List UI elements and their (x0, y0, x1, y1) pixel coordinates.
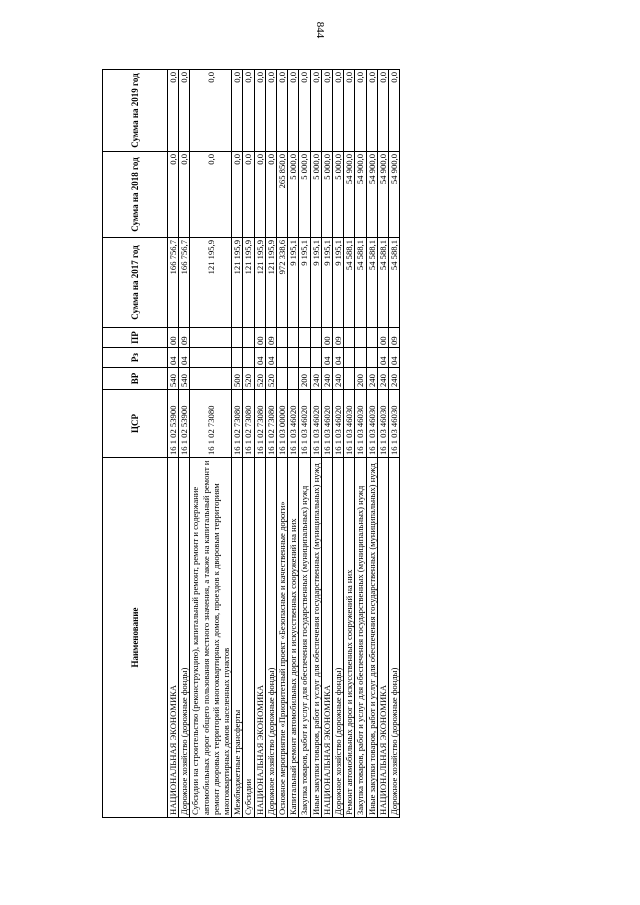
row-pr (243, 328, 254, 348)
row-vr: 520 (243, 368, 254, 390)
row-pr (277, 328, 288, 348)
header-sum-2019: Сумма на 2019 год (103, 70, 168, 152)
row-csr: 16 1 03 00000 (277, 390, 288, 458)
row-csr: 16 1 03 46030 (366, 390, 377, 458)
row-name: Закупка товаров, работ и услуг для обеспечения государственных (муниципальных) нужд (299, 458, 310, 818)
row-vr: 240 (377, 368, 388, 390)
row-sum-2019: 0,0 (299, 70, 310, 152)
row-pr (190, 328, 232, 348)
row-name: НАЦИОНАЛЬНАЯ ЭКОНОМИКА (321, 458, 332, 818)
row-rz (310, 348, 321, 368)
row-sum-2017: 54 588,1 (377, 238, 388, 328)
row-csr: 16 1 03 46020 (321, 390, 332, 458)
row-csr: 16 1 03 46020 (333, 390, 344, 458)
row-sum-2017: 9 195,1 (288, 238, 299, 328)
row-vr: 240 (389, 368, 400, 390)
row-csr: 16 1 02 53900 (168, 390, 179, 458)
row-vr: 240 (366, 368, 377, 390)
row-sum-2018: 0,0 (179, 152, 190, 238)
row-sum-2017: 121 195,9 (232, 238, 243, 328)
table-row (243, 70, 254, 818)
row-pr: 09 (389, 328, 400, 348)
row-csr: 16 1 03 46030 (344, 390, 355, 458)
header-vr: ВР (103, 368, 168, 390)
page-number: 844 (314, 21, 326, 39)
row-name: Дорожное хозяйство (дорожные фонды) (333, 458, 344, 818)
row-vr: 240 (333, 368, 344, 390)
row-rz (243, 348, 254, 368)
row-csr: 16 1 02 73080 (232, 390, 243, 458)
table-row (366, 70, 377, 818)
row-sum-2018: 0,0 (243, 152, 254, 238)
row-sum-2018: 0,0 (254, 152, 265, 238)
row-name: Межбюджетные трансферты (232, 458, 243, 818)
rotated-table-container (102, 70, 561, 818)
row-sum-2017: 9 195,1 (321, 238, 332, 328)
row-name: Закупка товаров, работ и услуг для обеспечения государственных (муниципальных) нужд (355, 458, 366, 818)
row-rz: 04 (389, 348, 400, 368)
row-rz (277, 348, 288, 368)
table-row (389, 70, 400, 818)
row-vr (288, 368, 299, 390)
table-row (179, 70, 190, 818)
table-body (168, 70, 400, 818)
header-sum-2017: Сумма на 2017 год (103, 238, 168, 328)
row-csr: 16 1 03 46030 (389, 390, 400, 458)
row-sum-2017: 54 588,1 (355, 238, 366, 328)
header-csr: ЦСР (103, 390, 168, 458)
row-sum-2019: 0,0 (355, 70, 366, 152)
row-rz: 04 (254, 348, 265, 368)
row-pr (288, 328, 299, 348)
row-rz: 04 (179, 348, 190, 368)
row-vr (277, 368, 288, 390)
row-name: НАЦИОНАЛЬНАЯ ЭКОНОМИКА (168, 458, 179, 818)
row-pr (299, 328, 310, 348)
table-row (310, 70, 321, 818)
row-sum-2017: 121 195,9 (254, 238, 265, 328)
table-row (265, 70, 276, 818)
row-vr: 540 (179, 368, 190, 390)
budget-table (102, 69, 400, 818)
row-pr: 09 (333, 328, 344, 348)
row-sum-2018: 54 900,0 (344, 152, 355, 238)
row-sum-2018: 5 000,0 (288, 152, 299, 238)
row-sum-2019: 0,0 (179, 70, 190, 152)
row-vr: 240 (321, 368, 332, 390)
row-name: Основное мероприятие «Приоритетный проект «Безопасные и качественные дороги» (277, 458, 288, 818)
row-sum-2017: 166 756,7 (179, 238, 190, 328)
row-name: Ремонт автомобильных дорог и искусственных сооружений на них (344, 458, 355, 818)
row-sum-2018: 0,0 (168, 152, 179, 238)
row-sum-2018: 54 900,0 (355, 152, 366, 238)
row-sum-2019: 0,0 (254, 70, 265, 152)
row-pr (232, 328, 243, 348)
table-row (299, 70, 310, 818)
row-vr (190, 368, 232, 390)
row-sum-2019: 0,0 (310, 70, 321, 152)
row-sum-2018: 54 900,0 (389, 152, 400, 238)
row-sum-2018: 0,0 (232, 152, 243, 238)
table-row (254, 70, 265, 818)
row-csr: 16 1 03 46020 (310, 390, 321, 458)
row-csr: 16 1 02 73080 (190, 390, 232, 458)
row-sum-2017: 9 195,1 (310, 238, 321, 328)
row-pr: 00 (168, 328, 179, 348)
row-sum-2019: 0,0 (168, 70, 179, 152)
row-rz (190, 348, 232, 368)
row-rz: 04 (333, 348, 344, 368)
table-row (288, 70, 299, 818)
table-row (377, 70, 388, 818)
table-row (168, 70, 179, 818)
row-pr: 00 (254, 328, 265, 348)
table-row (355, 70, 366, 818)
row-sum-2019: 0,0 (232, 70, 243, 152)
row-sum-2017: 972 338,6 (277, 238, 288, 328)
row-csr: 16 1 02 73080 (243, 390, 254, 458)
row-sum-2019: 0,0 (321, 70, 332, 152)
row-name: Дорожное хозяйство (дорожные фонды) (265, 458, 276, 818)
row-vr: 520 (265, 368, 276, 390)
row-sum-2017: 54 588,1 (366, 238, 377, 328)
row-name: НАЦИОНАЛЬНАЯ ЭКОНОМИКА (254, 458, 265, 818)
row-vr (344, 368, 355, 390)
row-name: Капитальный ремонт автомобильных дорог и искусственных сооружений на них (288, 458, 299, 818)
row-csr: 16 1 02 73080 (265, 390, 276, 458)
row-sum-2019: 0,0 (377, 70, 388, 152)
row-vr: 540 (168, 368, 179, 390)
row-sum-2017: 54 588,1 (344, 238, 355, 328)
row-csr: 16 1 02 53900 (179, 390, 190, 458)
row-pr: 00 (321, 328, 332, 348)
row-sum-2019: 0,0 (288, 70, 299, 152)
row-vr: 200 (355, 368, 366, 390)
row-vr: 200 (299, 368, 310, 390)
row-rz (366, 348, 377, 368)
row-name: Субсидии (243, 458, 254, 818)
row-sum-2019: 0,0 (389, 70, 400, 152)
row-sum-2018: 265 850,0 (277, 152, 288, 238)
row-sum-2019: 0,0 (344, 70, 355, 152)
header-rz: Рз (103, 348, 168, 368)
row-rz: 04 (321, 348, 332, 368)
table-row (277, 70, 288, 818)
row-name: НАЦИОНАЛЬНАЯ ЭКОНОМИКА (377, 458, 388, 818)
table-row (344, 70, 355, 818)
row-csr: 16 1 02 73080 (254, 390, 265, 458)
row-sum-2019: 0,0 (265, 70, 276, 152)
row-rz (355, 348, 366, 368)
row-sum-2018: 5 000,0 (310, 152, 321, 238)
row-sum-2018: 5 000,0 (299, 152, 310, 238)
row-name: Субсидии на строительство (реконструкцию), капитальный ремонт, ремонт и содержание автомобильных дорог общего пользования местного значения, а также на капитальный ремонт и ремонт дворовых территорий многоквартирных домов, проездов к дворовым территориям многоквартирных домов населенных пунктов (190, 458, 232, 818)
row-pr (310, 328, 321, 348)
header-pr: ПР (103, 328, 168, 348)
table-row (190, 70, 232, 818)
row-rz: 04 (265, 348, 276, 368)
row-rz (299, 348, 310, 368)
row-pr (355, 328, 366, 348)
row-sum-2019: 0,0 (243, 70, 254, 152)
row-rz (288, 348, 299, 368)
row-sum-2018: 54 900,0 (377, 152, 388, 238)
row-sum-2017: 121 195,9 (265, 238, 276, 328)
row-sum-2017: 121 195,9 (190, 238, 232, 328)
row-name: Дорожное хозяйство (дорожные фонды) (179, 458, 190, 818)
row-vr: 500 (232, 368, 243, 390)
row-rz (344, 348, 355, 368)
row-sum-2017: 54 588,1 (389, 238, 400, 328)
row-rz (232, 348, 243, 368)
row-pr: 00 (377, 328, 388, 348)
row-csr: 16 1 03 46020 (299, 390, 310, 458)
row-sum-2017: 121 195,9 (243, 238, 254, 328)
row-sum-2019: 0,0 (366, 70, 377, 152)
row-sum-2018: 54 900,0 (366, 152, 377, 238)
row-name: Иные закупки товаров, работ и услуг для обеспечения государственных (муниципальных) нужд (366, 458, 377, 818)
row-vr: 520 (254, 368, 265, 390)
header-sum-2018: Сумма на 2018 год (103, 152, 168, 238)
row-sum-2019: 0,0 (277, 70, 288, 152)
row-pr: 09 (179, 328, 190, 348)
row-vr: 240 (310, 368, 321, 390)
row-csr: 16 1 03 46030 (355, 390, 366, 458)
row-sum-2018: 0,0 (190, 152, 232, 238)
row-pr: 09 (265, 328, 276, 348)
row-name: Дорожное хозяйство (дорожные фонды) (389, 458, 400, 818)
header-name: Наименование (103, 458, 168, 818)
row-sum-2017: 9 195,1 (299, 238, 310, 328)
row-pr (344, 328, 355, 348)
table-header-row (103, 70, 168, 818)
row-csr: 16 1 03 46020 (288, 390, 299, 458)
row-rz: 04 (168, 348, 179, 368)
table-row (321, 70, 332, 818)
row-sum-2019: 0,0 (190, 70, 232, 152)
row-sum-2018: 0,0 (265, 152, 276, 238)
table-row (333, 70, 344, 818)
row-sum-2017: 166 756,7 (168, 238, 179, 328)
row-rz: 04 (377, 348, 388, 368)
row-name: Иные закупки товаров, работ и услуг для обеспечения государственных (муниципальных) нужд (310, 458, 321, 818)
row-sum-2018: 5 000,0 (321, 152, 332, 238)
row-csr: 16 1 03 46030 (377, 390, 388, 458)
row-pr (366, 328, 377, 348)
row-sum-2018: 5 000,0 (333, 152, 344, 238)
table-row (232, 70, 243, 818)
row-sum-2019: 0,0 (333, 70, 344, 152)
row-sum-2017: 9 195,1 (333, 238, 344, 328)
